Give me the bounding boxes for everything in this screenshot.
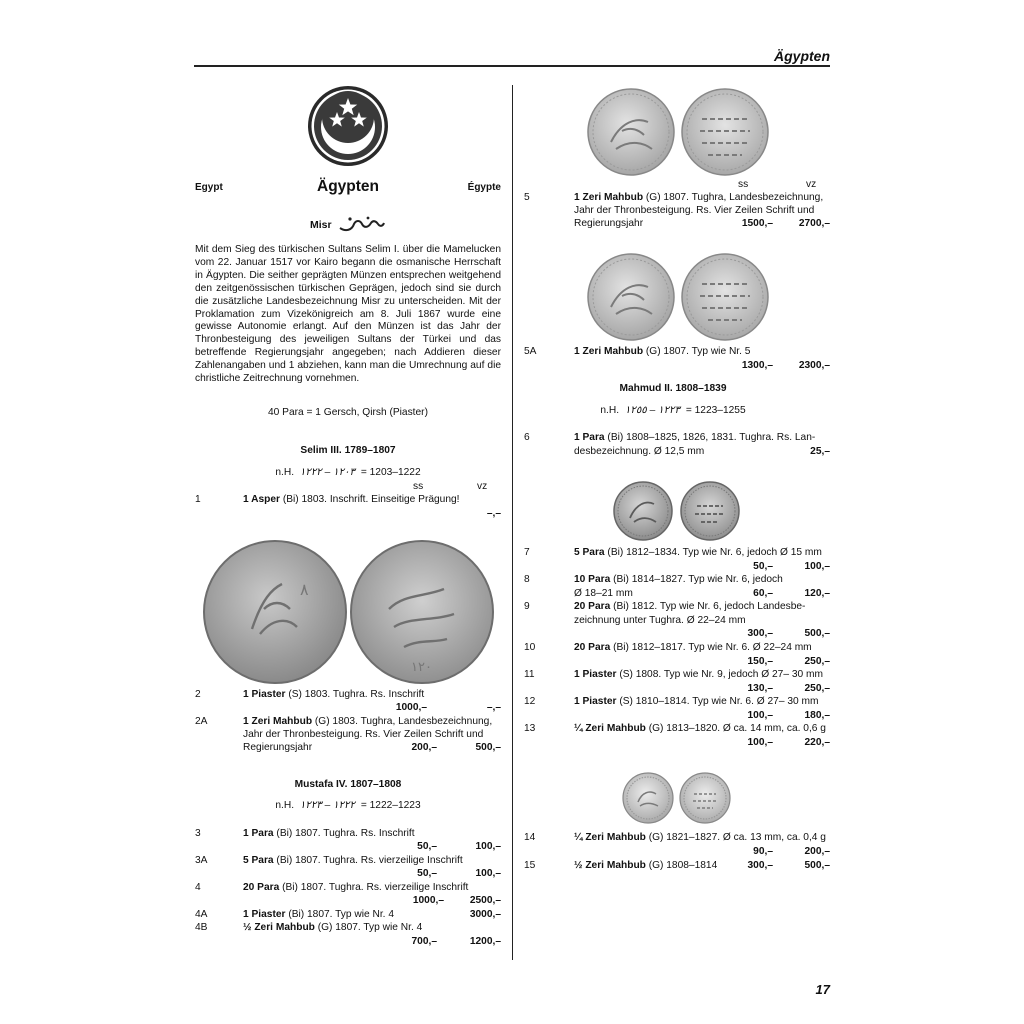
price-vz: 100,– — [475, 841, 501, 852]
price-vz: 100,– — [475, 868, 501, 879]
section-title-mustafa: Mustafa IV. 1807–1808 — [294, 779, 402, 790]
entry-text: 1 Zeri Mahbub (G) 1803. Tughra, Landesbezeichnung, — [243, 716, 493, 727]
entry-number: 11 — [524, 669, 535, 680]
coin-obverse-image — [586, 252, 676, 342]
entry-number: 3 — [195, 828, 201, 839]
intro-paragraph: Mit dem Sieg des türkischen Sultans Selim I. über die Mamelucken vom 22. Januar 1517 vor Kairo begann die osmanische Herrschaft in Ägypten. Die seither geprägten Münzen entsprechen weitgehend den zeitgenössischen türkischen Geprägen, jedoch sind sie durch die zusätzliche Landesbezeichnung Misr zu unterscheiden. Mit der Proklamation zum Vizekönigreich am 8. Juli 1867 wurde eine gewisse Autonomie erlangt. Auf den Münzen ist das Jahr der Thronbesteigung des jeweiligen Sultans der Türkei und das betreffende Regierungsjahr angegeben; nach Addieren dieser Zahlenangaben und 1 abziehen, kann man die Umrechnung auf die christliche Zeitrechnung vornehmen. — [195, 244, 501, 385]
price-ss: 200,– — [411, 742, 437, 753]
entry-text: 1 Zeri Mahbub (G) 1807. Tughra, Landesbezeichnung, — [574, 192, 824, 203]
coin-reverse-image — [349, 539, 495, 685]
price-vz: 200,– — [804, 846, 830, 857]
column-divider — [512, 85, 513, 960]
price-vz: 180,– — [804, 710, 830, 721]
price-ss: 90,– — [753, 846, 773, 857]
price-ss: 1500,– — [741, 218, 773, 229]
coin-obverse-image — [622, 772, 674, 824]
entry-number: 7 — [524, 547, 530, 558]
hijri-years-selim: n.H. ١٢٠٣ – ١٢٢٢ = 1203–1222 — [275, 467, 421, 478]
entry-number: 4B — [195, 922, 208, 933]
price-ss: 1000,– — [395, 702, 427, 713]
entry-number: 2 — [195, 689, 201, 700]
price-vz: 2500,– — [469, 895, 501, 906]
price-vz: 2300,– — [798, 360, 830, 371]
header-rule — [194, 65, 830, 67]
entry-text: ½ Zeri Mahbub (G) 1808–1814 — [574, 860, 718, 871]
entry-number: 12 — [524, 696, 536, 707]
section-title-selim: Selim III. 1789–1807 — [300, 445, 396, 456]
entry-text-line: Ø 18–21 mm — [574, 588, 633, 599]
entry-number: 10 — [524, 642, 536, 653]
page-header-title: Ägypten — [774, 48, 830, 64]
crescent-stars-emblem — [306, 84, 390, 173]
entry-text: 1 Piaster (S) 1808. Typ wie Nr. 9, jedoch Ø 27– 30 mm — [574, 669, 823, 680]
price-ss: 1300,– — [741, 360, 773, 371]
price-ss: 60,– — [753, 588, 773, 599]
coin-reverse-image — [680, 87, 770, 177]
entry-number: 13 — [524, 723, 536, 734]
price-ss: 700,– — [411, 936, 437, 947]
price-vz: –,– — [486, 702, 501, 713]
grade-label-vz: vz — [477, 481, 488, 492]
entry-number: 5 — [524, 192, 530, 203]
misr-calligraphy-icon — [338, 214, 386, 239]
coin-reverse-image — [680, 252, 770, 342]
entry-text-line: zeichnung unter Tughra. Ø 22–24 mm — [574, 615, 746, 626]
entry-text: 1 Para (Bi) 1807. Tughra. Rs. Inschrift — [243, 828, 415, 839]
entry-number: 9 — [524, 601, 530, 612]
entry-text: 1 Piaster (S) 1810–1814. Typ wie Nr. 6. Ø 27– 30 mm — [574, 696, 819, 707]
svg-text:٨: ٨ — [300, 580, 309, 599]
coin-reverse-image — [679, 480, 741, 542]
coin-reverse-image — [679, 772, 731, 824]
price-ss: 300,– — [747, 860, 773, 871]
price-vz: 500,– — [804, 628, 830, 639]
entry-text: 20 Para (Bi) 1807. Tughra. Rs. vierzeilige Inschrift — [243, 882, 469, 893]
entry-text: 5 Para (Bi) 1807. Tughra. Rs. vierzeilige Inschrift — [243, 855, 463, 866]
svg-text:١٢٠: ١٢٠ — [411, 660, 432, 675]
entry-text: ½ Zeri Mahbub (G) 1807. Typ wie Nr. 4 — [243, 922, 423, 933]
price-vz: 250,– — [804, 683, 830, 694]
grade-label-ss: ss — [738, 179, 749, 190]
misr-label: Misr — [310, 219, 332, 231]
price-vz: 3000,– — [469, 909, 501, 920]
coin-obverse-image — [586, 87, 676, 177]
entry-text: 1 Piaster (Bi) 1807. Typ wie Nr. 4 — [243, 909, 395, 920]
page-number: 17 — [815, 982, 830, 997]
entry-text: ¼ Zeri Mahbub (G) 1813–1820. Ø ca. 14 mm, ca. 0,6 g — [574, 723, 826, 734]
price-vz: 1200,– — [469, 936, 501, 947]
price-ss: 300,– — [747, 628, 773, 639]
price-vz: 25,– — [810, 446, 830, 457]
entry-number: 1 — [195, 494, 201, 505]
entry-text: 1 Asper (Bi) 1803. Inschrift. Einseitige Prägung! — [243, 494, 460, 505]
title-english: Egypt — [195, 182, 223, 193]
hijri-years-mahmud: n.H. ١٢٢٣ – ١٢٥٥ = 1223–1255 — [600, 405, 746, 416]
price-ss: 50,– — [417, 841, 437, 852]
entry-text: 1 Zeri Mahbub (G) 1807. Typ wie Nr. 5 — [574, 346, 751, 357]
price-vz: 220,– — [804, 737, 830, 748]
entry-number: 2A — [195, 716, 208, 727]
entry-text: 1 Para (Bi) 1808–1825, 1826, 1831. Tughra. Rs. Lan- — [574, 432, 816, 443]
price-ss: 150,– — [747, 656, 773, 667]
entry-text-line: Jahr der Thronbesteigung. Rs. Vier Zeilen Schrift und — [243, 729, 484, 740]
price-ss: 50,– — [753, 561, 773, 572]
price-vz: 100,– — [804, 561, 830, 572]
entry-number: 4 — [195, 882, 201, 893]
price-ss: 1000,– — [412, 895, 444, 906]
hijri-years-mustafa: n.H. ١٢٢٢ – ١٢٢٣ = 1222–1223 — [275, 800, 421, 811]
entry-number: 15 — [524, 860, 536, 871]
price-ss: 50,– — [417, 868, 437, 879]
price-vz: 500,– — [804, 860, 830, 871]
entry-text: 20 Para (Bi) 1812. Typ wie Nr. 6, jedoch Landesbe- — [574, 601, 806, 612]
price-vz: 120,– — [804, 588, 830, 599]
grade-label-vz: vz — [806, 179, 817, 190]
entry-text: ¼ Zeri Mahbub (G) 1821–1827. Ø ca. 13 mm, ca. 0,4 g — [574, 832, 826, 843]
section-title-mahmud: Mahmud II. 1808–1839 — [619, 383, 727, 394]
entry-number: 3A — [195, 855, 208, 866]
currency-note: 40 Para = 1 Gersch, Qirsh (Piaster) — [268, 407, 428, 418]
entry-text: 10 Para (Bi) 1814–1827. Typ wie Nr. 6, jedoch — [574, 574, 783, 585]
entry-text-line: desbezeichnung. Ø 12,5 mm — [574, 446, 705, 457]
price-vz: 500,– — [475, 742, 501, 753]
price-ss: 100,– — [747, 710, 773, 721]
entry-text-line: Regierungsjahr — [574, 218, 644, 229]
coin-obverse-image — [612, 480, 674, 542]
entry-number: 5A — [524, 346, 537, 357]
entry-number: 6 — [524, 432, 530, 443]
country-title: Ägypten — [317, 178, 379, 195]
price-ss: 130,– — [747, 683, 773, 694]
grade-label-ss: ss — [413, 481, 424, 492]
price-vz: –,– — [486, 508, 501, 519]
coin-obverse-image — [202, 539, 348, 685]
entry-text: 1 Piaster (S) 1803. Tughra. Rs. Inschrift — [243, 689, 425, 700]
entry-number: 4A — [195, 909, 208, 920]
entry-text: 5 Para (Bi) 1812–1834. Typ wie Nr. 6, jedoch Ø 15 mm — [574, 547, 822, 558]
entry-number: 8 — [524, 574, 530, 585]
entry-text-line: Regierungsjahr — [243, 742, 313, 753]
entry-text: 20 Para (Bi) 1812–1817. Typ wie Nr. 6. Ø 22–24 mm — [574, 642, 812, 653]
title-french: Égypte — [467, 182, 501, 193]
price-ss: 100,– — [747, 737, 773, 748]
price-vz: 2700,– — [798, 218, 830, 229]
entry-text-line: Jahr der Thronbesteigung. Rs. Vier Zeilen Schrift und — [574, 205, 815, 216]
entry-number: 14 — [524, 832, 536, 843]
price-vz: 250,– — [804, 656, 830, 667]
